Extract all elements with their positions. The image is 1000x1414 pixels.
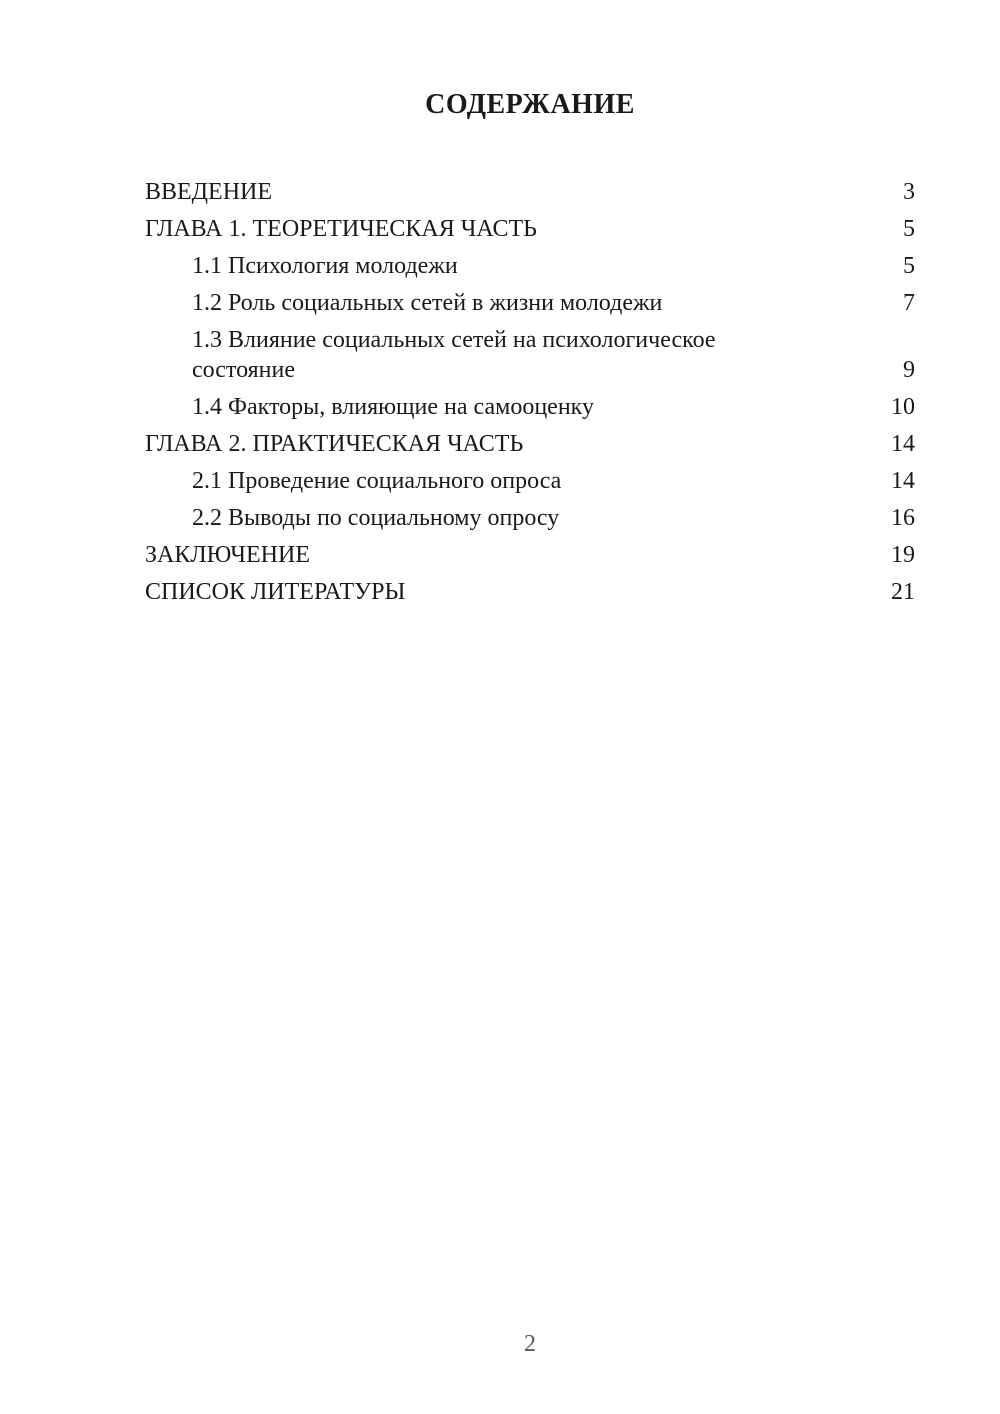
toc-entry-page-number: 7: [903, 290, 915, 316]
toc-row: [145, 392, 915, 422]
toc-entry-page-number: 14: [891, 468, 915, 494]
toc-row: [145, 503, 915, 533]
toc-row: [145, 466, 915, 496]
toc-row: [145, 577, 915, 607]
toc-row: [145, 288, 915, 318]
toc-entry-label: 2.2 Выводы по социальному опросу: [192, 505, 560, 531]
toc-entry-label: 1.3 Влияние социальных сетей на психологическое состояние: [192, 327, 716, 383]
toc-entry-page-number: 16: [891, 505, 915, 531]
toc-row: [145, 325, 915, 385]
toc-row: [145, 429, 915, 459]
toc-entry-label: 1.2 Роль социальных сетей в жизни молодежи: [192, 290, 663, 316]
toc-entry-label: 2.1 Проведение социального опроса: [192, 468, 562, 494]
toc-row: [145, 251, 915, 281]
toc-entry-page-number: 14: [891, 431, 915, 457]
toc-row: [145, 214, 915, 244]
toc-content: [0, 0, 1000, 607]
toc-entry-page-number: 9: [903, 357, 915, 383]
toc-row: [145, 540, 915, 570]
table-of-contents: [145, 177, 915, 607]
toc-entry-page-number: 5: [903, 216, 915, 242]
page-title: СОДЕРЖАНИЕ: [425, 89, 635, 120]
toc-entry-page-number: 5: [903, 253, 915, 279]
toc-entry-page-number: 3: [903, 179, 915, 205]
toc-entry-label: 1.4 Факторы, влияющие на самооценку: [192, 394, 594, 420]
toc-entry-label: СПИСОК ЛИТЕРАТУРЫ: [145, 579, 406, 605]
toc-entry-page-number: 10: [891, 394, 915, 420]
toc-entry-label: ГЛАВА 1. ТЕОРЕТИЧЕСКАЯ ЧАСТЬ: [145, 216, 537, 242]
toc-entry-label: ЗАКЛЮЧЕНИЕ: [145, 542, 310, 568]
toc-entry-label: 1.1 Психология молодежи: [192, 253, 458, 279]
toc-entry-page-number: 21: [891, 579, 915, 605]
toc-row: [145, 177, 915, 207]
toc-entry-page-number: 19: [891, 542, 915, 568]
toc-entry-label: ГЛАВА 2. ПРАКТИЧЕСКАЯ ЧАСТЬ: [145, 431, 524, 457]
toc-entry-label: ВВЕДЕНИЕ: [145, 179, 273, 205]
footer-page-number: 2: [524, 1331, 536, 1357]
